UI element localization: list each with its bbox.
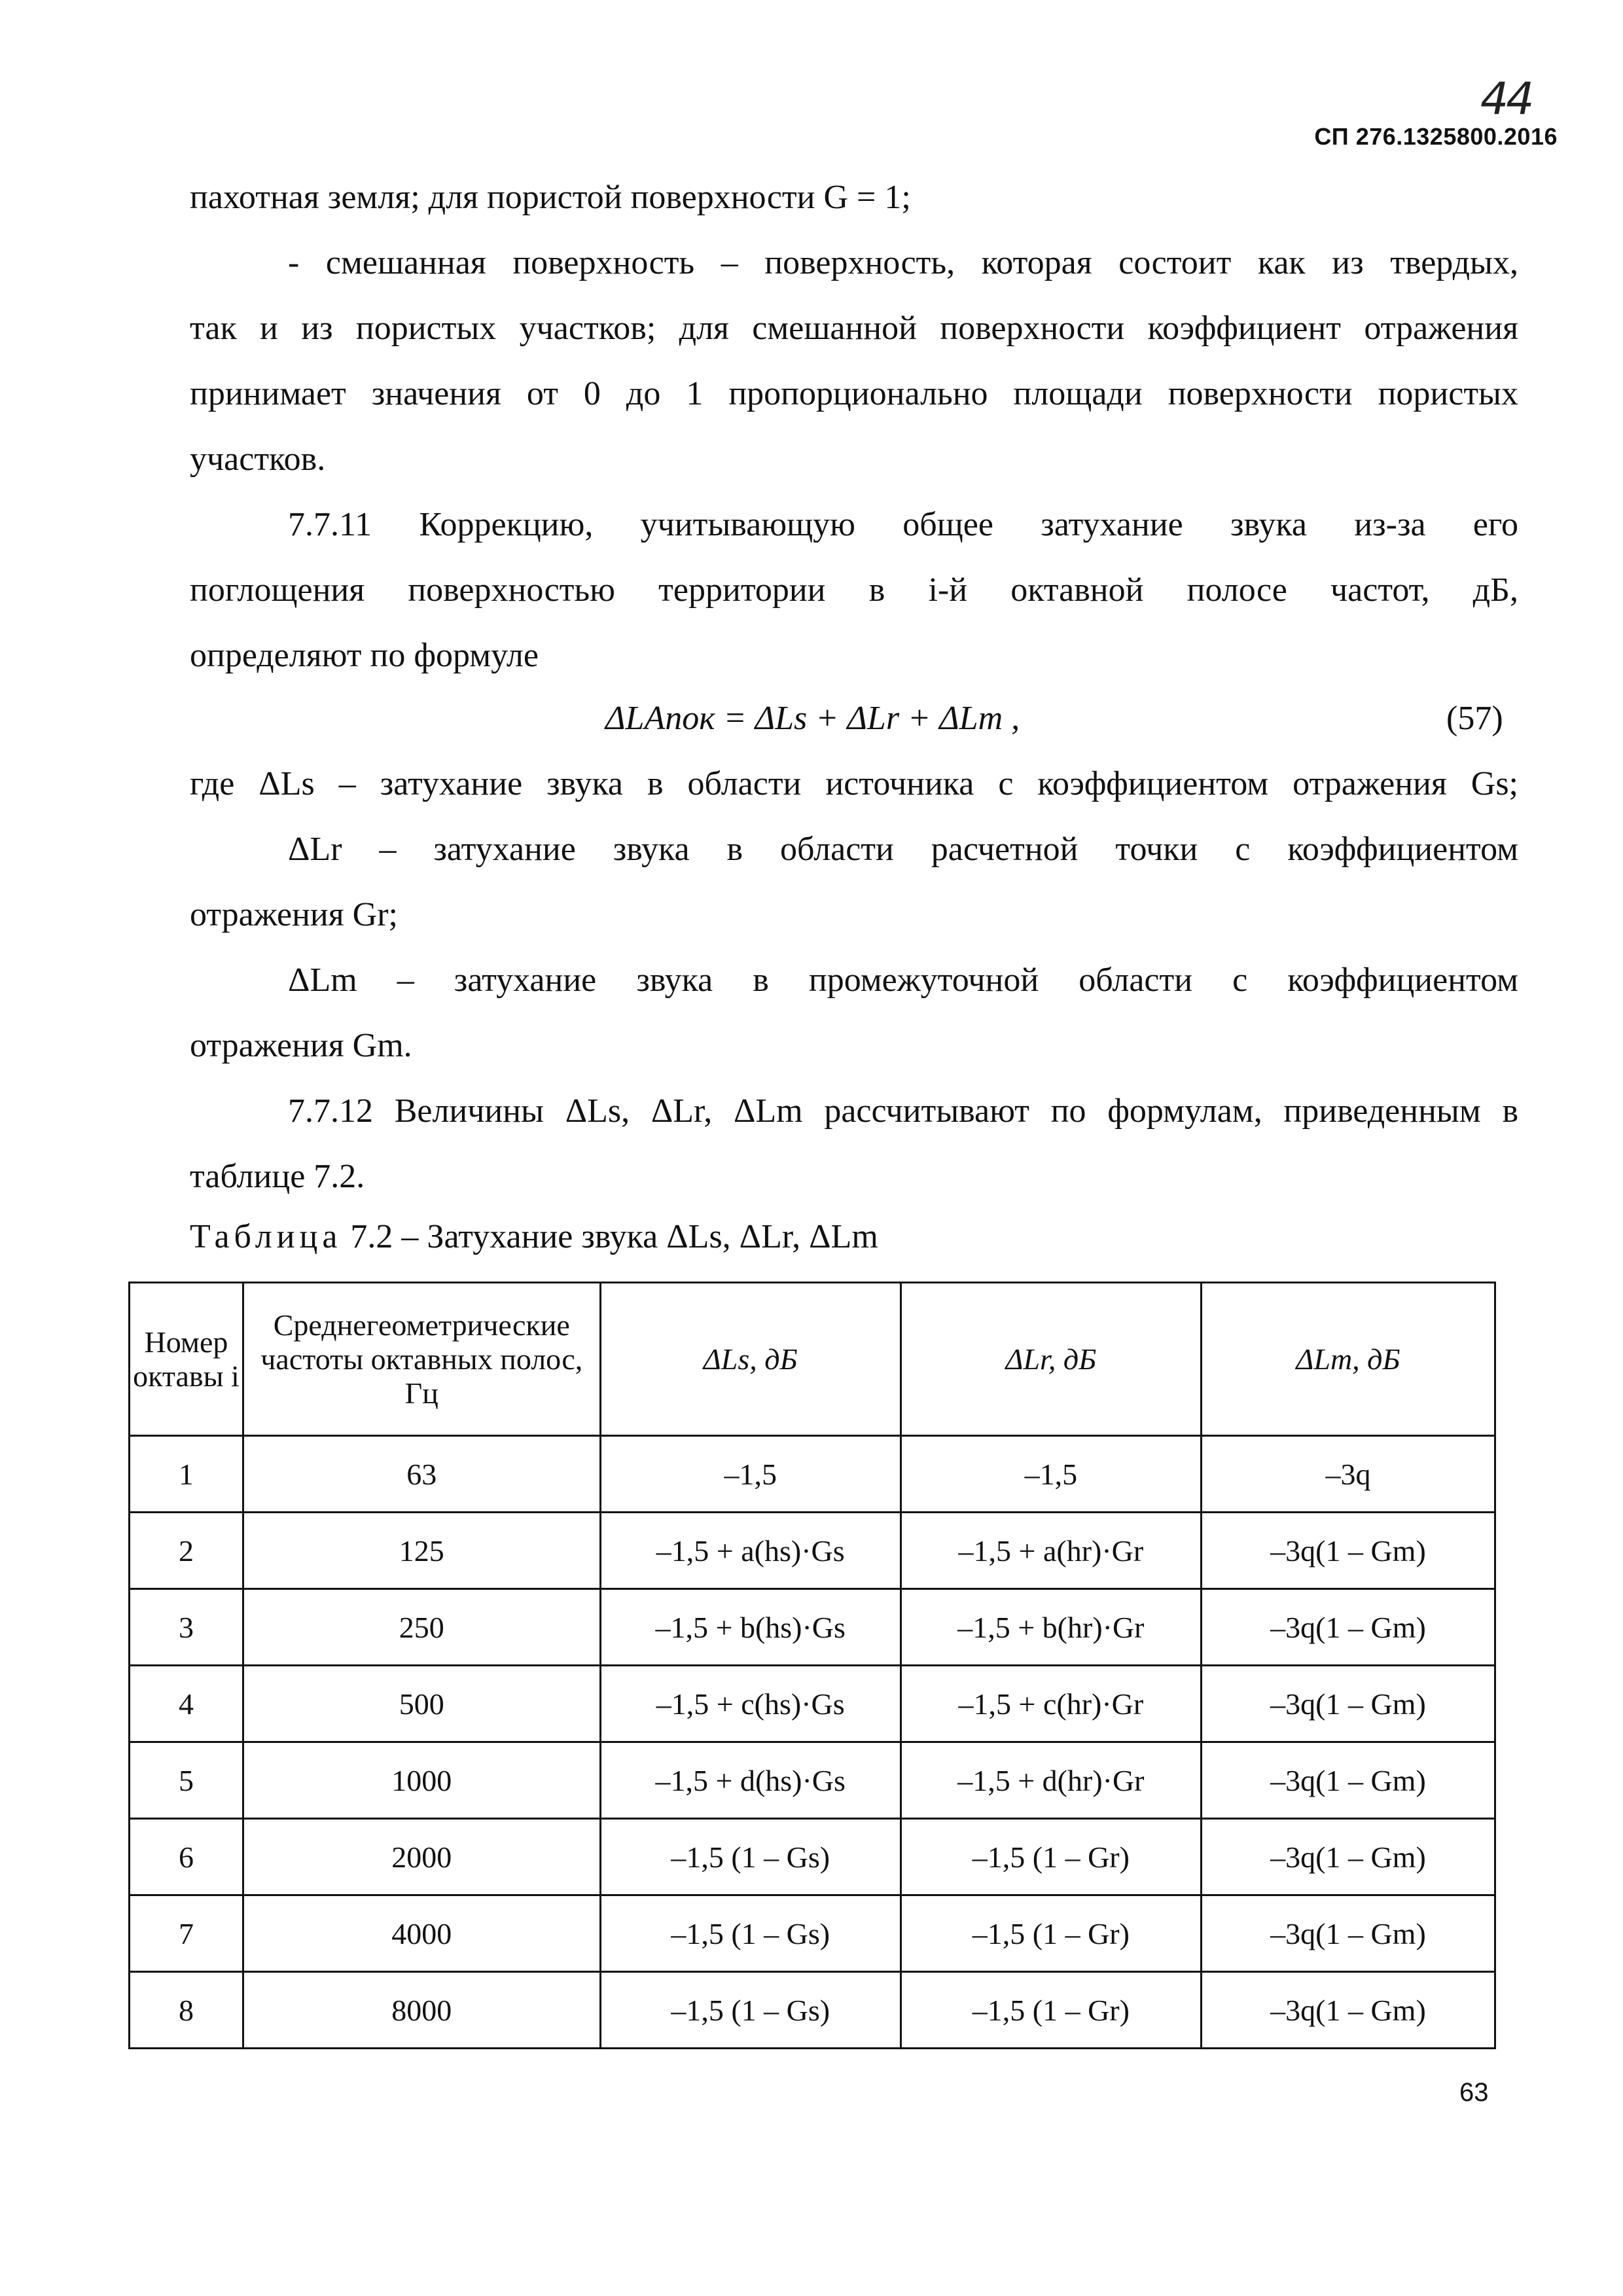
cell-octave: 4 xyxy=(130,1666,243,1742)
table-caption xyxy=(190,1217,878,1257)
text-line: участков. xyxy=(190,440,326,478)
text-line: отражения Gr; xyxy=(190,896,398,933)
text-line: где ΔLs – затухание звука в области источника с коэффициентом отражения Gs; xyxy=(190,765,1518,802)
cell-delta-lr: –1,5 (1 – Gr) xyxy=(901,1972,1201,2049)
cell-delta-lm: –3q(1 – Gm) xyxy=(1201,1513,1495,1589)
cell-delta-lm: –3q(1 – Gm) xyxy=(1201,1972,1495,2049)
table-header-row xyxy=(130,1283,1495,1436)
table-caption-text: 7.2 – Затухание звука ΔLs, ΔLr, ΔLm xyxy=(350,1218,878,1255)
cell-frequency: 2000 xyxy=(243,1819,600,1895)
cell-delta-lr: –1,5 (1 – Gr) xyxy=(901,1819,1201,1895)
header-delta-lm: ΔLm, дБ xyxy=(1201,1283,1495,1436)
header-delta-ls: ΔLs, дБ xyxy=(600,1283,901,1436)
text-line: принимает значения от 0 до 1 пропорционально площади поверхности пористых xyxy=(190,375,1518,412)
cell-delta-lr: –1,5 + d(hr)·Gr xyxy=(901,1742,1201,1819)
cell-delta-ls: –1,5 (1 – Gs) xyxy=(600,1895,901,1972)
table-row xyxy=(130,1972,1495,2049)
document-id: СП 276.1325800.2016 xyxy=(1314,123,1558,150)
cell-delta-ls: –1,5 xyxy=(600,1436,901,1513)
cell-delta-lm: –3q xyxy=(1201,1436,1495,1513)
cell-delta-lr: –1,5 + c(hr)·Gr xyxy=(901,1666,1201,1742)
cell-octave: 6 xyxy=(130,1819,243,1895)
cell-delta-ls: –1,5 (1 – Gs) xyxy=(600,1819,901,1895)
cell-octave: 8 xyxy=(130,1972,243,2049)
cell-delta-lm: –3q(1 – Gm) xyxy=(1201,1589,1495,1666)
cell-octave: 3 xyxy=(130,1589,243,1666)
header-frequency: Среднегеометрические частоты октавных полос, Гц xyxy=(243,1283,600,1436)
text-line: пахотная земля; для пористой поверхности G = 1; xyxy=(190,179,911,216)
formula-number: (57) xyxy=(1446,700,1503,737)
formula-57: ΔLАпок = ΔLs + ΔLr + ΔLm , xyxy=(605,700,1020,737)
text-line: ΔLm – затухание звука в промежуточной области с коэффициентом xyxy=(288,961,1518,999)
header-delta-lr: ΔLr, дБ xyxy=(901,1283,1201,1436)
table-row xyxy=(130,1819,1495,1895)
cell-frequency: 8000 xyxy=(243,1972,600,2049)
table-row xyxy=(130,1513,1495,1589)
cell-octave: 7 xyxy=(130,1895,243,1972)
text-line: таблице 7.2. xyxy=(190,1158,365,1195)
table-row xyxy=(130,1666,1495,1742)
cell-frequency: 63 xyxy=(243,1436,600,1513)
cell-delta-lm: –3q(1 – Gm) xyxy=(1201,1895,1495,1972)
cell-octave: 2 xyxy=(130,1513,243,1589)
text-line: 7.7.12 Величины ΔLs, ΔLr, ΔLm рассчитывают по формулам, приведенным в xyxy=(288,1092,1518,1130)
table-row xyxy=(130,1589,1495,1666)
cell-octave: 5 xyxy=(130,1742,243,1819)
cell-delta-lr: –1,5 + b(hr)·Gr xyxy=(901,1589,1201,1666)
cell-delta-ls: –1,5 (1 – Gs) xyxy=(600,1972,901,2049)
cell-delta-lr: –1,5 (1 – Gr) xyxy=(901,1895,1201,1972)
table-row xyxy=(130,1436,1495,1513)
cell-delta-ls: –1,5 + a(hs)·Gs xyxy=(600,1513,901,1589)
cell-frequency: 125 xyxy=(243,1513,600,1589)
table-row xyxy=(130,1742,1495,1819)
text-line: - смешанная поверхность – поверхность, которая состоит как из твердых, xyxy=(288,244,1518,281)
cell-delta-lm: –3q(1 – Gm) xyxy=(1201,1819,1495,1895)
text-line: поглощения поверхностью территории в i-й октавной полосе частот, дБ, xyxy=(190,571,1518,609)
cell-delta-lm: –3q(1 – Gm) xyxy=(1201,1742,1495,1819)
table-row xyxy=(130,1895,1495,1972)
cell-frequency: 1000 xyxy=(243,1742,600,1819)
text-line: определяют по формуле xyxy=(190,637,539,674)
table-caption-label: Таблица xyxy=(190,1218,342,1255)
cell-delta-lr: –1,5 + a(hr)·Gr xyxy=(901,1513,1201,1589)
cell-delta-lm: –3q(1 – Gm) xyxy=(1201,1666,1495,1742)
header-octave-number: Номер октавы i xyxy=(130,1283,243,1436)
cell-frequency: 500 xyxy=(243,1666,600,1742)
page-number: 63 xyxy=(1459,2078,1489,2107)
cell-delta-ls: –1,5 + d(hs)·Gs xyxy=(600,1742,901,1819)
handwritten-page-mark: 44 xyxy=(1480,73,1532,125)
cell-delta-ls: –1,5 + b(hs)·Gs xyxy=(600,1589,901,1666)
text-line: 7.7.11 Коррекцию, учитывающую общее затухание звука из-за его xyxy=(288,506,1518,543)
text-line: отражения Gm. xyxy=(190,1027,412,1064)
cell-octave: 1 xyxy=(130,1436,243,1513)
attenuation-table xyxy=(128,1282,1496,2049)
text-line: ΔLr – затухание звука в области расчетной точки с коэффициентом xyxy=(288,831,1518,868)
cell-frequency: 4000 xyxy=(243,1895,600,1972)
text-line: так и из пористых участков; для смешанной поверхности коэффициент отражения xyxy=(190,310,1518,347)
cell-frequency: 250 xyxy=(243,1589,600,1666)
cell-delta-ls: –1,5 + c(hs)·Gs xyxy=(600,1666,901,1742)
cell-delta-lr: –1,5 xyxy=(901,1436,1201,1513)
